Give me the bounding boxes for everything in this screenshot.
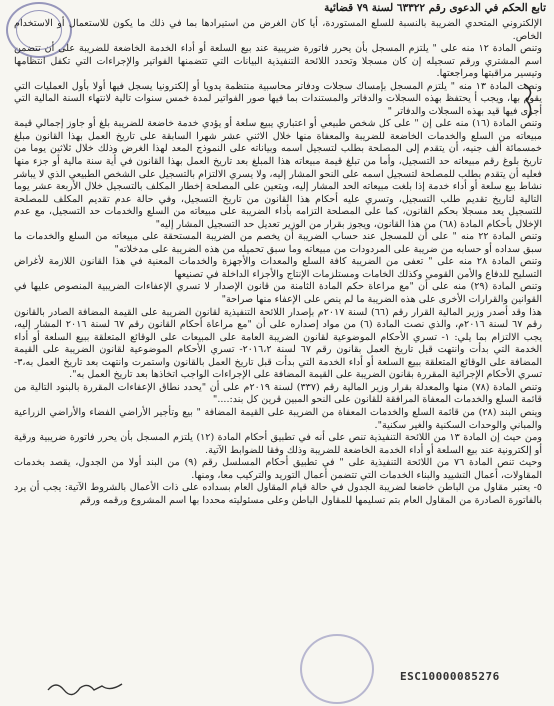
paragraph: هذا وقد أصدر وزير المالية القرار رقم (٦٦) لسنة ٢٠١٧م بإصدار اللائحة التنفيذية لقانون الضريبة على القيمة المضافة الصادر بالقانون رقم ٦٧ لسنة ٢٠١٦م، والذي نصت المادة (٦) من مواد إصداره على أن "مع مراعاة أحكام القانون رقم ٦٧ لسنة ٢٠١٦ المشار إليه، يجب الالتزام بما يلي: ١- تسري الأحكام الموضوعية لقانون الضريبة العامة على المبيعات على الوقائع المتعلقة ببيع السلعة أو أداء الخدمة التي بدأت وانتهت قبل تاريخ العمل بقانون رقم ٦٧ لسنة ٢٠١٦،٢- تسري الأحكام الموضوعية لقانون الضريبة على القيمة المضافة على الوقائع المتعلقة ببيع السلعة أو أداء الخدمة التي بدأت قبل تاريخ العمل بالقانون واستمرت وانتهت بعد تاريخ العمل به،٣- تسري الأحكام الإجرائية المقررة بقانون الضريبة على القيمة المضافة على الإجراءات الواجب اتخاذها بعد تاريخ العمل به". [14, 306, 543, 381]
paragraph: وينص البند (٢٨) من قائمة السلع والخدمات المعفاة من الضريبة على القيمة المضافة " بيع وتأجير الأراضي الفضاء والأراضي الزراعية والمباني والوحدات السكنية والغير سكنية". [14, 406, 542, 431]
paragraph: ونصت المادة ١٣ منه " يلتزم المسجل بإمساك سجلات ودفاتر محاسبية منتظمة يدويا أو إلكترونيا يسجل فيها أولا بأول العمليات التي يقوم بها، ويجب أ يحتفظ بهذه السجلات والدفاتر والمستندات بما فيها صور الفواتير لمدة خمس سنوات تالية لانتهاء السنة المالية التي أجرى فيها قيد بهذه السجلات والدفاتر " [14, 80, 542, 117]
paragraph: وتنص المادة ٢٨ منه على " تعفى من الضريبة كافة السلع والمعدات والأجهزة والخدمات المعنية في هذا القانون اللازمة لأغراض التسليح للدفاع والأمن القومي وكذلك الخامات ومستلزمات الإنتاج والأجزاء الداخلة في تصنيعها [14, 256, 542, 280]
paragraph: ٥- يعتبر مقاول من الباطن خاضعا لضريبة الجدول في حالة قيام المقاول العام بسداده على ذات الأعمال بالشروط الآتية: يجب أن يرد بالفاتورة الصادرة من المقاول العام بتم تسليمها للمقاول الباطن وعلى مسئوليته محددا بها اسم المشروع ورقمه ورقم [14, 482, 542, 506]
document-body [14, 18, 542, 507]
signature [46, 678, 126, 696]
paragraph: وتنص المادة (٧٨) منها والمعدلة بقرار وزير المالية رقم (٣٣٧) لسنة ٢٠١٩م على أن "يحدد نطاق الإعفاءات المقررة بالبنود التالية من قائمة السلع والخدمات المعفاة المرافقة للقانون على النحو المبين قرين كل بند:...." [14, 381, 542, 406]
margin-annotation [520, 82, 540, 122]
paragraph: وتنص المادة ١٢ منه على " يلتزم المسجل بأن يحرر فاتورة ضريبية عند بيع السلعة أو أداء الخدمة الخاضعة للضريبة على أن تتضمن اسم المشتري ورقم تسجيله إن كان مسجلا وتحدد اللائحة التنفيذية البيانات التي تتضمنها الفواتير والإجراءات التي تكفل انتظامها وتيسير مراقبتها ومراجعتها. [14, 43, 542, 80]
paragraph: ومن حيث إن المادة ١٣ من اللائحة التنفيذية تنص على أنه في تطبيق أحكام المادة (١٢) يلتزم المسجل بأن يحرر فاتورة ضريبية ورقية أو إلكترونية عند بيع السلعة أو أداء الخدمة الخاضعة للضريبة وذلك وفقا للضوابط الآتية. [14, 432, 543, 456]
page-header: تابع الحكم في الدعوى رقم ٦٣٣٢٢ لسنة ٧٩ قضائية [324, 2, 546, 14]
paragraph: الإلكتروني المتحدي الضريبة بالنسبة للسلع المستوردة، أيا كان الغرض من استيرادها بما في ذلك ما يكون للاستعمال أو الاستخدام الخاص. [14, 18, 542, 42]
official-seal [300, 634, 374, 704]
paragraph: وتنص المادة (١٦) منه على إن " على كل شخص طبيعي أو اعتباري يبيع سلعة أو يؤدي خدمة خاضعة للضريبة بلغ أو جاوز إجمالي قيمة مبيعاته من السلع والخدمات الخاضعة للضريبة والمعفاة منها خلال الاثني عشر شهرا السابقة على تاريخ العمل بهذا القانون مبلغ خمسمائة ألف جنيه، أن يتقدم إلى المصلحة بطلب لتسجيل اسمه وبياناته على النموذج المعد لهذا الغرض وذلك خلال ثلاثين يوما من تاريخ بلوغ رقم مبيعاته حد التسجيل، وأما من تبلغ قيمة مبيعاته هذا المبلغ بعد تاريخ العمل بهذا القانون في أية سنة مالية أو جزء منها فعليه أن يتقدم بطلب للمصلحة لتسجيل اسمه على النحو المشار إليه، ولا يسري الالتزام بالتسجيل على الشخص الطبيعي الذي لا يباشر نشاط بيع سلعة أو أداء خدمة إذا بلغت مبيعاته الحد المشار إليه، ويتعين على المصلحة إخطار المكلف بالتسجيل خلال الأربعة عشر يوما التالية لتاريخ تقديم طلب التسجيل، وتسري عليه أحكام هذا القانون من تاريخ التسجيل، وفي حالة عدم تقديم المكلف للمصلحة للتسجيل يعد مسجلا بحكم القانون، كما على المصلحة التزامه بأداء الضريبة على مبيعاته من السلع والخدمات حد التسجيل، مع عدم الإخلال بأحكام المادة (٦٨) من هذا القانون، ويجوز بقرار من الوزير تعديل حد التسجيل المشار إليه" [14, 118, 542, 230]
paragraph: وحيث تنص المادة ٧٦ من اللائحة التنفيذية على " في تطبيق أحكام المسلسل رقم (٩) من البند أولا من الجدول، يقصد بخدمات المقاولات، أعمال التشييد والبناء الخدمات التي تتضمن أعمال التوريد والتركيب معا، ومنها. [14, 457, 542, 481]
paragraph: وتنص المادة (٢٩) منه على أن "مع مراعاة حكم المادة الثامنة من قانون الإصدار لا تسري الإعفاءات الضريبية المنصوص عليها في القوانين والقرارات الأخرى على هذه الضريبة ما لم ينص على الإعفاء منها صراحة" [14, 281, 542, 306]
paragraph: وتنص المادة ٢٢ منه " على أن للمسجل عند حساب الضريبة أن يخصم من الضريبة المستحقة على مبيعاته من السلع والخدمات ما سبق سداده أو حسابه من ضريبة على المردودات من مبيعاته وما سبق تحميله من هذه الضريبة على مدخلاته" [14, 231, 542, 255]
document-id-stamp: ESC10000085276 [400, 670, 500, 683]
